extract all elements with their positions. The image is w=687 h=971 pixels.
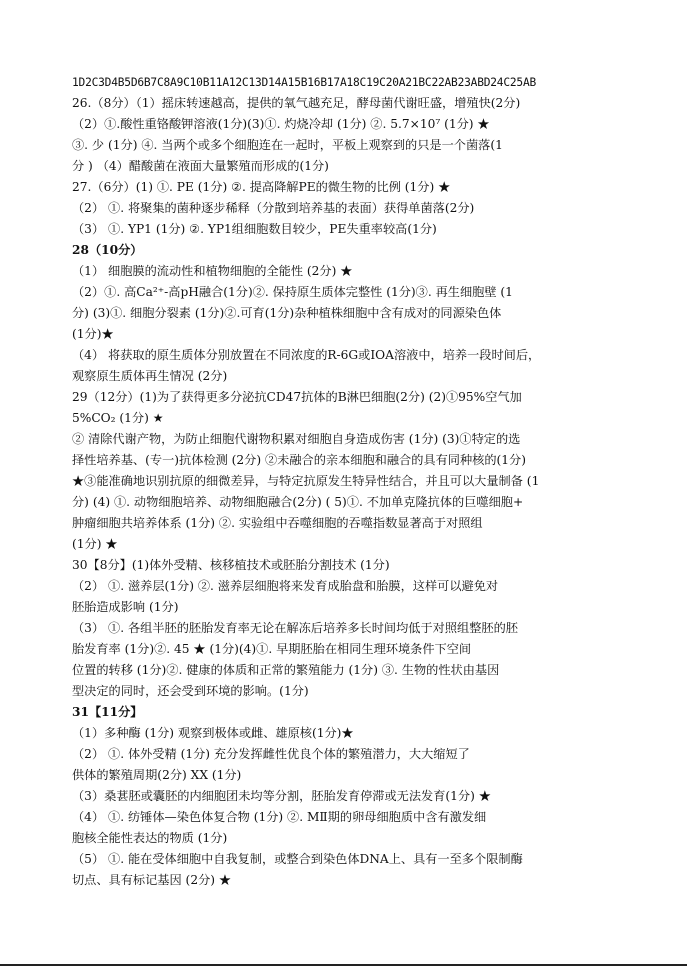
q30-line-3: 胚胎造成影响 (1分) xyxy=(72,600,179,614)
q31-heading: 31【11分】 xyxy=(72,705,143,719)
q30-line-2: （2） ①. 滋养层(1分) ②. 滋养层细胞将来发育成胎盘和胎膜，这样可以避免对 xyxy=(72,579,499,593)
q31-line-2: （2） ①. 体外受精 (1分) 充分发挥雌性优良个体的繁殖潜力，大大缩短了 xyxy=(72,747,470,761)
q31-line-1: （1）多种酶 (1分) 观察到极体或雌、雄原核(1分)★ xyxy=(72,726,354,740)
q26-line-3: ③. 少 (1分) ④. 当两个或多个细胞连在一起时，平板上观察到的只是一个菌落(1 xyxy=(72,138,503,152)
q31-line-3: 供体的繁殖周期(2分) XX (1分) xyxy=(72,768,242,782)
q31-line-6: 胞核全能性表达的物质 (1分) xyxy=(72,831,228,845)
q26-line-4: 分 ) （4）醋酸菌在液面大量繁殖而形成的(1分) xyxy=(72,159,329,173)
q29-line-5: ★③能准确地识别抗原的细微差异，与特定抗原发生特异性结合，并且可以大量制备 (1 xyxy=(72,474,540,488)
q28-line-3: 分) (3)①. 细胞分裂素 (1分)②.可育(1分)杂种植株细胞中含有成对的同源染色体 xyxy=(72,306,502,320)
q26-line-2: （2）①.酸性重铬酸钾溶液(1分)(3)①. 灼烧冷却 (1分) ②. 5.7×10⁷ (1分) ★ xyxy=(72,117,490,131)
q29-line-1: 29（12分）(1)为了获得更多分泌抗CD47抗体的B淋巴细胞(2分) (2)①95%空气加 xyxy=(72,390,522,404)
q29-line-2: 5%CO₂ (1分) ★ xyxy=(72,411,164,425)
q28-line-4: (1分)★ xyxy=(72,327,114,341)
q27-line-3: （3） ①. YP1 (1分) ②. YP1组细胞数目较少，PE失重率较高(1分) xyxy=(72,222,437,236)
page-bottom-border xyxy=(0,964,687,966)
q28-line-1: （1） 细胞膜的流动性和植物细胞的全能性 (2分) ★ xyxy=(72,264,353,278)
q28-line-5: （4） 将获取的原生质体分别放置在不同浓度的R-6G或IOA溶液中，培养一段时间后， xyxy=(72,348,541,362)
q29-line-6: 分) (4) ①. 动物细胞培养、动物细胞融合(2分) ( 5)①. 不加单克隆抗体的巨噬细胞+ xyxy=(72,495,524,509)
q29-line-4: 择性培养基、(专一)抗体检测 (2分) ②未融合的亲本细胞和融合的具有同种核的(1分) xyxy=(72,453,526,467)
q27-line-2: （2） ①. 将聚集的菌种逐步稀释（分散到培养基的表面）获得单菌落(2分) xyxy=(72,201,475,215)
q31-line-8: 切点、具有标记基因 (2分) ★ xyxy=(72,873,232,887)
q30-line-6: 位置的转移 (1分)②. 健康的体质和正常的繁殖能力 (1分) ③. 生物的性状由基因 xyxy=(72,663,500,677)
q29-line-3: ② 清除代谢产物，为防止细胞代谢物积累对细胞自身造成伤害 (1分) (3)①特定的选 xyxy=(72,432,521,446)
q30-line-7: 型决定的同时，还会受到环境的影响。(1分) xyxy=(72,684,309,698)
q29-line-8: (1分) ★ xyxy=(72,537,118,551)
q30-line-5: 胎发育率 (1分)②. 45 ★ (1分)(4)①. 早期胚胎在相同生理环境条件下空间 xyxy=(72,642,472,656)
q28-heading: 28（10分） xyxy=(72,243,143,257)
q31-line-5: （4） ①. 纺锤体—染色体复合物 (1分) ②. MⅡ期的卵母细胞质中含有激发细 xyxy=(72,810,487,824)
q31-line-4: （3）桑葚胚或囊胚的内细胞团未均等分割，胚胎发育停滞或无法发育(1分) ★ xyxy=(72,789,491,803)
q30-line-4: （3） ①. 各组半胚的胚胎发育率无论在解冻后培养多长时间均低于对照组整胚的胚 xyxy=(72,621,518,635)
q26-line-1: 26.（8分）（1）摇床转速越高，提供的氧气越充足，酵母菌代谢旺盛，增殖快(2分) xyxy=(72,96,521,110)
q27-line-1: 27.（6分）(1) ①. PE (1分) ②. 提高降解PE的微生物的比例 (1分) ★ xyxy=(72,180,451,194)
choice-answer-key: 1D2C3D4B5D6B7C8A9C10B11A12C13D14A15B16B17A18C19C20A21BC22AB23ABD24C25AB xyxy=(72,76,537,89)
answer-document xyxy=(72,72,620,891)
q28-line-6: 观察原生质体再生情况 (2分) xyxy=(72,369,228,383)
q31-line-7: （5） ①. 能在受体细胞中自我复制，或整合到染色体DNA上、具有一至多个限制酶 xyxy=(72,852,523,866)
q28-line-2: （2）①. 高Ca²⁺-高pH融合(1分)②. 保持原生质体完整性 (1分)③. 再生细胞壁 (1 xyxy=(72,285,513,299)
q29-line-7: 肿瘤细胞共培养体系 (1分) ②. 实验组中吞噬细胞的吞噬指数显著高于对照组 xyxy=(72,516,483,530)
q30-line-1: 30【8分】(1)体外受精、核移植技术或胚胎分割技术 (1分) xyxy=(72,558,390,572)
